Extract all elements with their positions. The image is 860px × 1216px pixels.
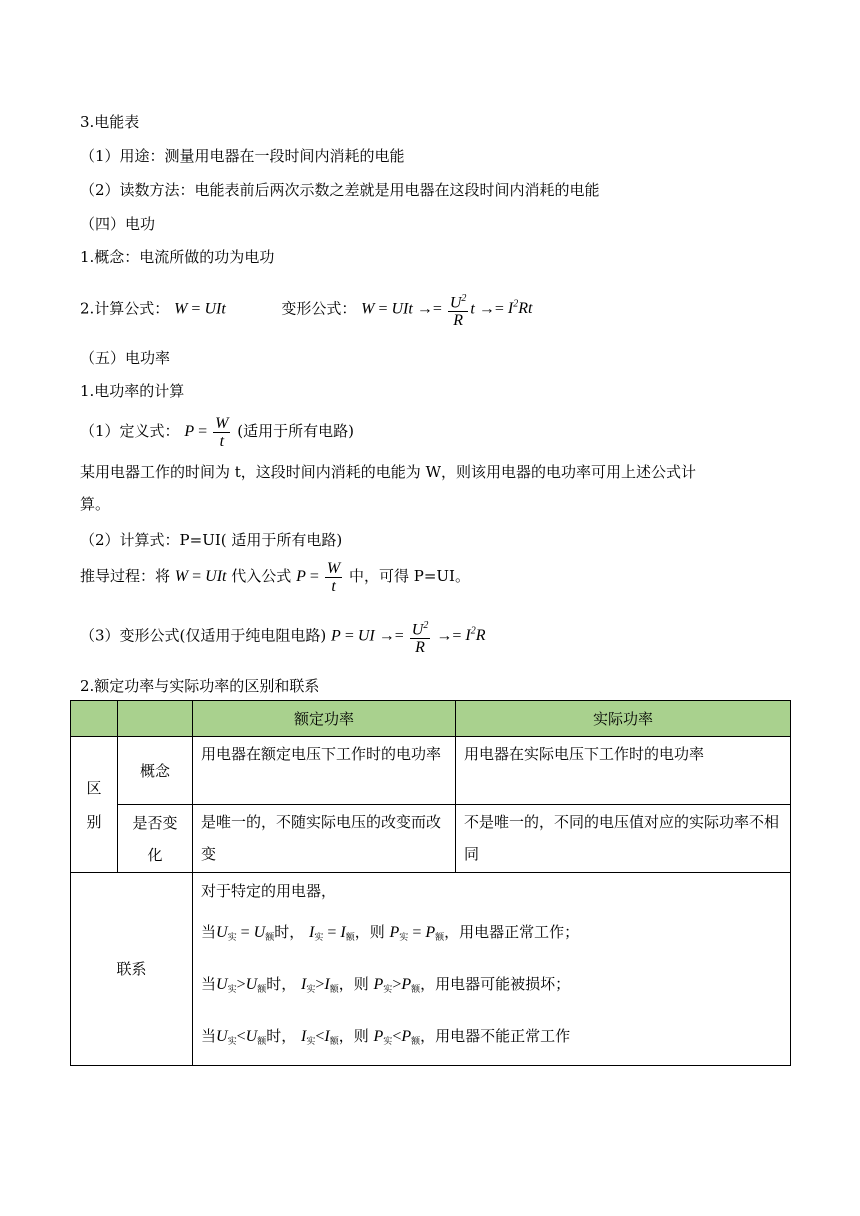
meter-read: （2）读数方法：电能表前后两次示数之差就是用电器在这段时间内消耗的电能 xyxy=(80,181,600,199)
relation-content xyxy=(193,873,791,1066)
relation-greater: 当$U_实>U_额$时， $I_实>I_额$，则 $P_实>P_额$，用电器可能被损坏； xyxy=(201,975,571,995)
actual-variability: 不是唯一的，不同的电压值对应的实际功率不相同 xyxy=(456,805,791,873)
relation-less: 当$U_实<U_额$时， $I_实<I_额$，则 $P_实<P_额$，用电器不能正常工作 xyxy=(201,1027,571,1047)
work-formula-alt-label: 变形公式： xyxy=(281,299,357,318)
work-formula-alt-expr: W xyxy=(361,300,375,318)
calc-formula: （2）计算式：P=UI( 适用于所有电路) xyxy=(80,531,343,549)
meter-title: 3.电能表 xyxy=(80,113,140,131)
header-rated: 额定功率 xyxy=(193,701,456,737)
relation-equal: 当$U_实 = U_额$时， $I_实 = I_额$，则 $P_实 = P_额$，用电器正常工作； xyxy=(201,923,580,943)
work-formula: 2.计算公式： W = UIt 变形公式： W = UIt →= $\frac{U^2}{R}$ $t \to= I^2Rt$ xyxy=(80,285,532,329)
meter-use: （1）用途：测量用电器在一段时间内消耗的电能 xyxy=(80,147,405,165)
work-concept: 1.概念：电流所做的功为电功 xyxy=(80,248,275,266)
relation-row xyxy=(71,873,791,1066)
row-label: 概念 xyxy=(118,737,193,805)
work-formula-label: 2.计算公式： xyxy=(80,299,170,318)
table-row xyxy=(71,737,791,805)
derivation: 推导过程：将 W = UIt 代入公式 P = $\frac{W}{t}$ 中，可得 P=UI。 xyxy=(80,559,470,595)
comparison-table xyxy=(70,700,791,1066)
header-cell xyxy=(71,701,118,737)
compare-title: 2.额定功率与实际功率的区别和联系 xyxy=(80,677,320,695)
header-actual: 实际功率 xyxy=(456,701,791,737)
definition-formula: （1）定义式： P = $\frac{W}{t}$ (适用于所有电路) xyxy=(80,414,354,450)
def-note: (适用于所有电路) xyxy=(237,422,354,440)
row-label: 是否变化 xyxy=(118,805,193,873)
rated-variability: 是唯一的，不随实际电压的改变而改变 xyxy=(193,805,456,873)
header-cell xyxy=(118,701,193,737)
power-calc: 1.电功率的计算 xyxy=(80,382,185,400)
relation-label: 联系 xyxy=(71,873,193,1066)
work-heading: （四）电功 xyxy=(80,215,156,233)
w-over-t-fraction: $\frac{W}{t}$ xyxy=(215,414,229,450)
rated-concept: 用电器在额定电压下工作时的电功率 xyxy=(193,737,456,805)
work-formula-expr: W xyxy=(174,300,188,318)
actual-concept: 用电器在实际电压下工作时的电功率 xyxy=(456,737,791,805)
variant-formula: （3）变形公式(仅适用于纯电阻电路) P = UI →= $\frac{U^2}{R}$ →= $I^2R$ xyxy=(80,612,485,656)
def-label: （1）定义式： xyxy=(80,422,180,440)
table-header-row xyxy=(71,701,791,737)
def-desc-line-1: 某用电器工作的时间为 t，这段时间内消耗的电能为 W，则该用电器的电功率可用上述公式计 xyxy=(80,463,696,481)
table-row xyxy=(71,805,791,873)
diff-label: 区别 xyxy=(71,737,118,873)
def-desc-line-2: 算。 xyxy=(80,495,111,513)
power-heading: （五）电功率 xyxy=(80,349,171,367)
u2-over-r-fraction: $\frac{U^2}{R}$ xyxy=(448,290,469,329)
relation-intro: 对于特定的用电器， xyxy=(201,882,337,900)
